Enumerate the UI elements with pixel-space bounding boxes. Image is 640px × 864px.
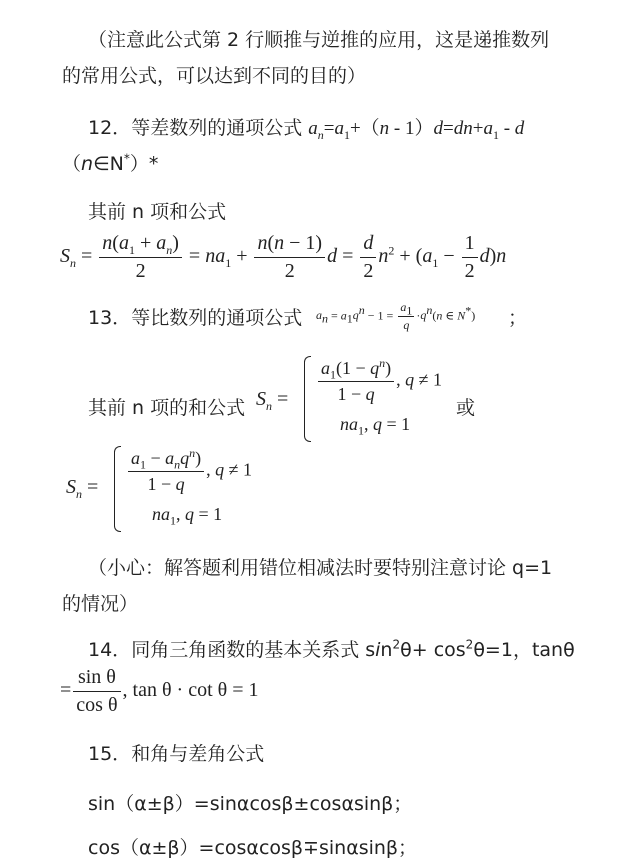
section-12-sum-label: 其前 n 项和公式 — [88, 201, 227, 223]
sin-sum-formula: sin（α±β）=sinαcosβ±cosαsinβ； — [88, 793, 413, 815]
section-12-number: 12． — [88, 117, 132, 139]
geometric-sum-case-3: $\frac{a_1 - a_nq^n)}{1 - q}$ , q ≠ 1 — [126, 448, 252, 495]
section-13-title: 等比数列的通项公式 — [131, 307, 303, 329]
note-line-2: 的常用公式，可以达到不同的目的） — [62, 65, 367, 87]
section-12-formula: $a_n=a_1+(n - 1)d=dn+a_1 - d$ — [308, 118, 525, 142]
arithmetic-sum-formula: $S_n$ = $\frac{n(a_1 + a_n)}{2}$ = $na_1$ + $\frac{n(n - 1)}{2}$ d = $\frac{d}{2}$ $n^2 + (a_1$ − $\frac{1}{2}$ d)n — [60, 232, 507, 282]
note-line-1: （注意此公式第 2 行顺推与逆推的应用，这是递推数列 — [88, 29, 550, 51]
brace-1 — [304, 356, 311, 442]
geometric-sum-case-1: $\frac{a_1(1 - q^n)}{1 - q}$ , q ≠ 1 — [316, 358, 442, 405]
cos-sum-formula: cos（α±β）=cosαcosβ∓sinαsinβ； — [88, 837, 418, 859]
section-13-heading — [88, 306, 302, 330]
geometric-sum-case-2: $na_1$, q = 1 — [340, 414, 411, 438]
section-15-heading — [88, 742, 264, 766]
section-15-title: 和角与差角公式 — [131, 743, 265, 765]
section-15-number: 15． — [88, 743, 132, 765]
geometric-sum-case-4: $na_1$, q = 1 — [152, 504, 223, 528]
geometric-sum-lhs-2: $S_n$ = — [66, 476, 99, 501]
section-14-number: 14． — [88, 639, 132, 661]
geometric-term-formula: $a_n = a_1q^n - 1$ = $\frac{a_1}{q}$ $\cdot q^n(n$ ∈ N*) — [316, 300, 476, 332]
section-13-number: 13． — [88, 307, 132, 329]
tan-formula: = $\frac{\text{sin θ}}{\text{cos θ}}$ , tan θ · cot θ = 1 — [60, 666, 259, 716]
section-12-heading — [88, 116, 524, 141]
section-12-condition: （n∈N*）* — [62, 151, 159, 175]
or-word: 或 — [456, 397, 476, 419]
section-14-title: 同角三角函数的基本关系式 — [131, 639, 366, 661]
section-12-title: 等差数列的通项公式 — [131, 117, 309, 139]
section-14-identity: $\sin^2\theta+ \cos^2\theta=1$，tanθ — [365, 637, 575, 661]
note2-line-2: 的情况） — [62, 593, 139, 615]
geometric-sum-lhs-1: $S_n$ = — [256, 388, 289, 413]
brace-2 — [114, 446, 121, 532]
section-14-heading — [88, 638, 575, 662]
note2-line-1: （小心：解答题利用错位相减法时要特别注意讨论 q=1 — [88, 557, 553, 579]
semicolon: ； — [508, 307, 528, 329]
section-13-sum-label: 其前 n 项的和公式 — [88, 397, 246, 419]
